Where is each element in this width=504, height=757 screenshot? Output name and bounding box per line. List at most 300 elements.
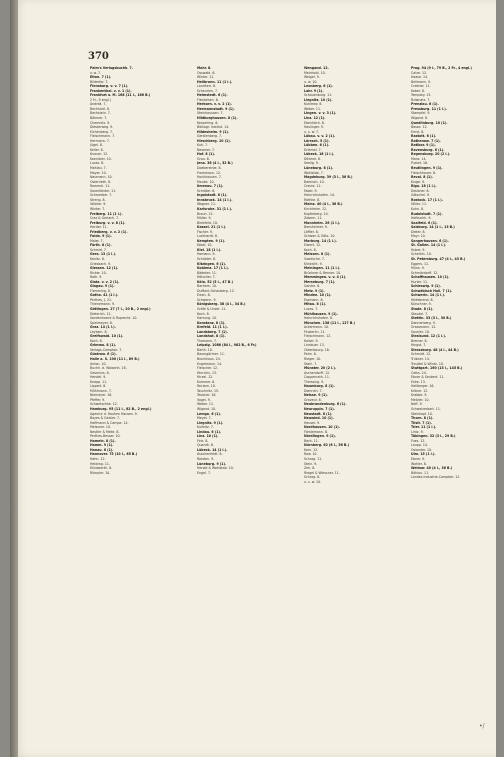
index-entry: Winter. 7. (90, 206, 106, 211)
index-entry: Knauer. 12. (90, 152, 109, 157)
index-entry: Thienemann. 9. (90, 302, 115, 307)
index-entry: Hanau. 8 (1). (90, 447, 114, 452)
index-entry: Graveur. 8. (304, 397, 322, 402)
index-column-3 (304, 66, 403, 754)
index-entry: Kuhlmey. 8. (304, 102, 323, 107)
index-entry: Rathenow. 7 (1). (411, 138, 441, 143)
index-entry: Asschenfeldt. 8. (197, 452, 223, 457)
index-entry: Raw. 10. (304, 452, 318, 457)
index-entry: Streng. 8. (90, 197, 106, 202)
index-entry: Leipzig. 1086 (84 l., 982 B., 6 Fr.) (197, 343, 257, 348)
index-entry: St. Gallen. 14 (1 l.). (411, 243, 447, 248)
index-entry: Klinkicht. 9. (304, 261, 323, 266)
index-entry: Hartung. 10. (197, 316, 218, 321)
index-entry: Mayr. 10. (411, 234, 426, 239)
index-entry: Winter. 11. (197, 75, 215, 80)
index-entry: Schweizerbart. 11. (411, 407, 441, 412)
index-entry: Mayer. 10. (90, 170, 107, 175)
index-entry: DuMont-Schauberg. 12. (197, 288, 235, 293)
index-entry: Elwert. 12. (304, 243, 322, 248)
index-entry: Fink. 8. (197, 438, 209, 443)
index-entry: Kiel. 18 (1 l.). (197, 247, 222, 252)
index-entry: Ebner & Seubert. 11. (411, 375, 445, 380)
index-entry: Teubner. 16. (197, 393, 217, 398)
index-entry: Wagner. 11. (197, 202, 216, 207)
index-column-1 (90, 66, 189, 754)
index-entry: Osterrieth. 8. (90, 179, 112, 184)
index-entry: Liegnitz. 9 (1). (197, 420, 224, 425)
page-number: 370 (88, 51, 109, 62)
index-entry: Schauenburg. 11. (304, 93, 333, 98)
index-entry: Mühlhausen. 9 (1). (304, 311, 338, 316)
index-entry: St. Petersburg. 47 (4 l., 43 B.) (411, 256, 466, 261)
index-entry: Knapp. 11. (90, 379, 108, 384)
index-entry: Kupferberg. 10. (304, 211, 329, 216)
index-entry: Kluge. 9. (411, 179, 426, 184)
index-entry: Dieter. 8. (411, 229, 426, 234)
index-entry: Güstrow. 6 (1). (90, 352, 117, 357)
index-entry: Götschel. 9. (411, 193, 431, 198)
index-entry: Fulda. 9 (1). (90, 234, 112, 239)
index-entry: Heuser. 9. (304, 420, 321, 425)
index-entry: Stein. 9. (304, 461, 318, 466)
index-entry: Gera. 13 (1 l.). (90, 252, 117, 257)
index-entry: Helmstedt. 6 (1). (197, 93, 228, 98)
index-entry: Kösel. 10. (197, 243, 213, 248)
index-entry: Wohler. 8. (411, 461, 427, 466)
index-entry: Stade. 8 (1). (411, 306, 434, 311)
index-entry: Palm. 8. (304, 352, 317, 357)
index-entry: Finsterlin. 11. (304, 329, 326, 334)
index-entry: Schrag. 8. (304, 475, 321, 480)
index-entry: Treuttel & Würtz. 10. (411, 361, 444, 366)
index-entry: u. s. w. 7. (304, 129, 320, 134)
index-entry: Hermann. 7. (90, 138, 110, 143)
index-entry: Nesener. 7. (197, 147, 216, 152)
index-entry: Gesenius. 8. (90, 370, 110, 375)
index-entry: Herder. 11. (90, 225, 108, 230)
index-entry: Hamburg. 95 (11 l., 82 B., 2 engl.) (90, 407, 152, 412)
index-entry: Ebner. 9. (411, 457, 426, 462)
index-entry: Agentur d. Rauhen Hauses. 9. (90, 411, 138, 416)
index-entry: Mitau. 8 (1). (304, 302, 327, 307)
index-entry: Rieger. 10. (304, 357, 322, 361)
index-entry: Hinrichs. 13. (197, 370, 218, 375)
index-entry: Lübeck. 14 (1 l.). (197, 447, 228, 452)
index-entry: Bellmann. 9. (411, 79, 432, 84)
index-entry: Braun. 12. (197, 211, 214, 216)
index-entry: Calve. 12. (411, 70, 428, 75)
index-entry: Schwäbisch Hall. 7 (1). (411, 288, 453, 293)
index-entry: Meyer. 7. (197, 416, 212, 421)
index-entry: Faber. 9. (304, 188, 318, 193)
index-entry: Graz. 14 (1 l.). (90, 325, 116, 330)
index-entry: Ernst. 8. (411, 129, 425, 134)
index-entry: Lintz. 9. (411, 429, 424, 434)
index-entry: Gotha. 41 (1 l.). (90, 293, 119, 298)
index-entry: Münx. 9. (411, 266, 425, 271)
index-entry: Minden. 10 (1). (304, 293, 332, 298)
index-entry: Lucas. 8. (90, 161, 105, 166)
index-entry: Goedsche. 7. (304, 256, 325, 261)
index-entry: Prag. 94 (9 l., 79 B., 2 Fr., 4 engl.) (411, 66, 472, 70)
index-entry: Kassel. 21 (1 l.). (197, 225, 227, 230)
index-entry: Rudolstadt. 7 (1). (411, 211, 443, 216)
index-entry: Glogau. 9 (1). (90, 284, 115, 289)
index-entry: Trier. 11 (1 l.). (411, 425, 437, 430)
index-entry: Garcke. 6. (304, 284, 321, 289)
index-entry: Hoffmann & Campe. 14. (90, 420, 129, 425)
index-entry: Bibliogr. Institut. 14. (197, 125, 230, 130)
index-entry: Lüneburg. 9 (1). (197, 461, 227, 466)
index-entry: Hannover. 75 (10 l., 65 B.) (90, 452, 138, 457)
index-entry: Homann. 9. (197, 252, 216, 257)
index-entry: Boyes & Geisler. 7. (90, 416, 121, 421)
index-entry: Lübben. 6 (1). (304, 143, 330, 148)
index-entry: Hildburghausen. 8 (1). (197, 116, 238, 121)
index-entry: Konstanz. 8 (1). (197, 320, 226, 325)
index-entry: Laupp. 14. (411, 443, 428, 448)
index-entry: Neubrandenburg. 6 (1). (304, 402, 347, 407)
index-entry: Bremer. 8. (411, 338, 428, 343)
index-entry: Meissen. 8 (1). (304, 252, 331, 257)
index-entry: Greifswald. 10 (1). (90, 334, 124, 339)
index-entry: Verlags-Comptoir. 7. (90, 347, 123, 352)
book-spine-shadow (10, 0, 18, 757)
index-entry: Köln. 52 (5 l., 47 B.) (197, 279, 233, 284)
index-entry: Kirchheim. 12. (304, 206, 328, 211)
index-entry: Herborn. v. v. 2 (1). (197, 102, 232, 107)
index-entry: Lindauer. 13. (304, 343, 325, 348)
index-entry: Nürnberg. 62 (6 l., 56 B.) (304, 443, 350, 448)
index-entry: Leykam. 8. (90, 329, 108, 334)
index-entry: Deubner. 8. (411, 188, 430, 193)
index-entry: Beck. 11. (304, 438, 319, 443)
index-column-4 (411, 66, 504, 754)
index-entry: Kulmitz. 7. (197, 425, 214, 430)
index-entry: Kober. 8. (411, 88, 425, 93)
index-entry: Maier. 7. (90, 238, 104, 243)
index-entry: Ulm. 15 (1 l.). (411, 452, 436, 457)
index-entry: Kröner. 12. (411, 388, 429, 393)
index-entry: Glatz. v. v. 2 (1). (90, 279, 120, 284)
index-entry: Spielmeyer. 8. (90, 320, 113, 325)
index-entry: Landes-Industrie-Comptoir. 12. (411, 475, 461, 480)
index-entry: Ravensburg. 6 (1). (411, 147, 445, 152)
index-entry: Grau. 6. (197, 156, 210, 161)
index-entry: Neustadt. 8 (1). (304, 411, 333, 416)
index-entry: Hölscher. 7. (197, 275, 216, 280)
index-entry: Hirzel. 12. (197, 375, 214, 380)
index-entry: Koch. 8. (90, 338, 103, 343)
index-entry: Haslinger. 9. (304, 125, 324, 130)
index-entry: Diesterweg. 9. (90, 125, 114, 130)
index-entry: Weber. 11. (197, 402, 214, 407)
index-entry: Schaffhausen. 10 (1). (411, 275, 450, 280)
index-entry: Niemeyer. 16. (90, 393, 113, 398)
book-page (10, 0, 496, 757)
index-entry: Doebereiner. 8. (197, 166, 222, 171)
index-entry: Haase. 14. (411, 75, 429, 80)
index-entry: Rziwnatz. 7. (411, 97, 431, 102)
index-entry: Creutz. 11. (304, 184, 322, 189)
index-entry: Schwan & Götz. 10. (304, 234, 336, 239)
index-entry: Luckhardt. 8. (197, 234, 218, 239)
index-entry: Saunier. 10. (411, 329, 430, 334)
index-entry: Mauke. 10. (197, 179, 215, 184)
index-entry: Mohr. 8. (197, 66, 212, 70)
index-entry: Aschendorff. 12. (304, 370, 331, 375)
index-entry: Baensch. 10. (304, 179, 325, 184)
index-entry: Craz & Gerlach. 7. (90, 216, 120, 221)
index-entry: Lübeck. 16 (1 l.). (304, 152, 335, 157)
index-entry: Trübner. 14. (411, 357, 430, 361)
index-entry: Salzburg. 14 (1 l., 13 B.) (411, 225, 455, 230)
index-entry: Engelmann. 14. (197, 361, 223, 366)
index-entry: Pustet. 16. (411, 161, 429, 166)
index-entry: Naumburg. 8 (1). (304, 384, 335, 389)
index-entry: Nordhausen. 10 (1). (304, 425, 340, 430)
index-entry: Frankfurt a. M. 168 (11 l., 166 B.) (90, 93, 151, 98)
index-entry: Zabern. 11. (304, 216, 323, 221)
index-entry: Quedlinburg. 10 (1). (411, 120, 448, 125)
index-entry: Stiller. 11. (411, 202, 427, 207)
index-entry: Landsberg. 7 (1). (197, 329, 228, 334)
index-entry: Meissner. 10. (90, 425, 112, 430)
index-entry: Stuttgart. 160 (15 l., 145 B.) (411, 366, 463, 371)
index-entry: Andreä. 7. (90, 102, 107, 107)
index-entry: Innsbruck. 14 (1 l.). (197, 197, 233, 202)
index-entry: Karlsruhe. 31 (1 l.). (197, 206, 233, 211)
index-entry: Schrag. 11. (304, 457, 323, 462)
index-entry: v. w. 7. (90, 70, 101, 75)
index-entry: Merseburg. 7 (1). (304, 279, 336, 284)
index-entry: Essmann. 8. (304, 297, 324, 302)
index-entry: Böhmer. 7. (90, 116, 108, 121)
index-entry: Hameln. 8 (1). (90, 438, 116, 443)
index-entry: Linz. 10 (1). (197, 434, 219, 439)
index-entry: Weigel. 9. (304, 75, 320, 80)
index-entry: Grassmann. 12. (411, 325, 437, 330)
index-entry: Hildebrand. 8. (411, 297, 434, 302)
index-entry: Kitzingen. 6 (1). (197, 261, 227, 266)
margin-mark: •/ (479, 723, 485, 730)
index-entry: 2 Fr., 9 engl.) (90, 97, 111, 102)
index-entry: Linz. 12 (1). (304, 116, 326, 121)
index-entry: Scheurlen. 7. (197, 88, 219, 93)
index-entry: Weimar. 40 (4 l., 36 B.) (411, 466, 453, 471)
index-entry: Klindworth. 8. (90, 466, 113, 471)
index-entry: Heilbronn. 11 (1 l.). (197, 79, 233, 84)
index-entry: Bädeker. 11. (197, 270, 217, 275)
index-entry: Reval. 8 (1). (411, 175, 433, 180)
index-entry: Dieterich. 12. (90, 311, 112, 316)
index-entry: Fürth. 8 (1). (90, 243, 112, 248)
index-entry: Saalfeld. 6 (1). (411, 220, 438, 225)
index-entry: Neff. 9. (411, 402, 423, 407)
index-entry: Perthes-Besser. 10. (90, 434, 121, 439)
index-entry: Fleischmann. 12. (304, 334, 332, 339)
index-entry: Völcker. 9. (90, 202, 107, 207)
index-entry: Bielefeld. 10. (197, 220, 218, 225)
index-entry: Griesbach. 9. (90, 261, 112, 266)
index-entry: Wahlstab. 7. (304, 170, 324, 175)
index-column-2 (197, 66, 296, 754)
index-entry: Hildesheim. 9 (1). (197, 129, 230, 134)
index-entry: Freiberg. 11 (1 l.). (90, 211, 123, 216)
index-entry: Fischer. 9. (197, 229, 213, 234)
index-entry: Eisen. 8. (197, 293, 211, 298)
index-entry: Basse. 12. (411, 125, 428, 130)
index-entry: Keller. 8. (90, 147, 104, 152)
index-entry: Ebenhöch. 8. (304, 120, 325, 125)
index-entry: Memmingen. v. v. 4 (1). (304, 275, 347, 280)
index-entry: Mahlau. 7. (90, 166, 107, 171)
index-entry: Fleischer. 12. (197, 366, 219, 371)
index-entry: Neuruppin. 7 (1). (304, 407, 335, 412)
index-entry: Ricker. 10. (90, 270, 107, 275)
index-entry: Ackermann. 10. (304, 325, 330, 330)
index-entry: Lindau. 6 (1). (197, 429, 222, 434)
index-entry: Kuhn. 8. (411, 206, 425, 211)
index-entry: Lahr. 9 (1). (304, 88, 324, 93)
index-entry: Hof. 8 (1). (197, 152, 216, 157)
index-entry: Perthes, J. 21. (90, 297, 113, 302)
index-entry: Tempsky. 13. (411, 93, 432, 98)
index-entry: Bensheimer. 9. (304, 225, 328, 230)
index-entry: Hurter. 11. (411, 279, 429, 284)
index-entry: Jügel. 8. (90, 143, 103, 148)
index-entry: Lippert. 8. (90, 384, 107, 389)
index-entry: Thomann. 7. (197, 338, 218, 343)
index-entry: Löffler. 8. (304, 229, 319, 234)
index-entry: Credner. 11. (411, 84, 431, 89)
index-entry: Schwetschke. 12. (90, 402, 118, 407)
index-entry: Riegel & Wiessner. 11. (304, 470, 340, 475)
index-entry: Lucas. 7. (304, 306, 319, 311)
index-entry: Stettin. 33 (3 l., 30 B.) (411, 316, 452, 321)
index-entry: Rümpler. 10. (90, 470, 111, 475)
index-entry: Buchh. d. Waisenh. 18. (90, 366, 127, 371)
index-entry: Krefeld. 11 (1 l.). (197, 325, 228, 330)
index-entry: Liegnitz. 10 (1). (304, 97, 333, 102)
index-entry: Dannenberg. 9. (411, 320, 436, 325)
index-entry: Königsberg. 38 (4 l., 34 B.) (197, 302, 246, 307)
index-entry: Vandenhoeck & Ruprecht. 10. (90, 316, 138, 321)
index-entry: Korn. 12. (304, 447, 319, 452)
index-entry: Schröter. 6. (197, 188, 216, 193)
index-entry: Weber. 11. (304, 106, 321, 111)
index-entry: Fues. 12. (411, 438, 426, 443)
index-entry: Pressburg. 11 (1 l.). (411, 106, 447, 111)
index-entry: Hingst. 7. (411, 343, 427, 348)
index-entry: Meinhold. 10. (304, 70, 326, 75)
index-entry: Hofbuchh. 9. (411, 216, 432, 221)
index-entry: Rastatt. 6 (1). (411, 134, 437, 139)
index-entry: Herold & Wahlstab. 10. (197, 466, 234, 471)
index-entry: Giessen. 12 (1). (90, 266, 119, 271)
index-entry: Neisse. 9 (1). (304, 393, 328, 398)
index-entry: Heinrichshofen. 14. (304, 193, 336, 198)
index-entry: Magdeburg. 39 (3 l., 36 B.) (304, 175, 353, 180)
index-entry: Roth. 9. (90, 275, 103, 280)
index-entry: Osiander. 10. (411, 447, 433, 452)
index-entry: Kummer. 8. (197, 379, 216, 384)
index-entry: München. 138 (11 l., 127 B.) (304, 320, 355, 325)
index-entry: Leonberg. 6 (1). (304, 84, 333, 89)
index-entry: Prenzlau. 6 (1). (411, 102, 439, 107)
index-entry: Brückner & Renner. 10. (304, 270, 342, 275)
index-entry: Freiburg. v. v. 8 (1). (90, 220, 126, 225)
index-entry: Bechhold. 8. (90, 106, 110, 111)
index-entry: Lemgo. 6 (1). (197, 411, 222, 416)
index-entry: Schmidt. 12. (411, 352, 432, 357)
index-entry: Cotta. 24. (411, 370, 427, 375)
index-entry: Seelig. 9. (304, 161, 319, 166)
index-entry: Wigand. 10. (197, 407, 217, 412)
index-entry: Riga. 18 (1 l.). (411, 184, 437, 189)
index-entry: Steudel. 7. (411, 311, 429, 316)
index-entry: Palm's Verlagsbuchh. 7. (90, 66, 133, 70)
index-entry: Ilmenau. 7 (1). (197, 184, 224, 189)
index-entry: Marburg. 14 (1 l.). (304, 238, 337, 243)
index-entry: Landshut. 8 (1). (197, 334, 226, 339)
index-entry: Huber. 9. (411, 247, 426, 252)
index-entry: Steinhaussen. 7. (197, 111, 224, 116)
index-entry: Koblenz. 17 (1 l.). (197, 266, 229, 271)
index-entry: Wigand. 8. (411, 116, 429, 121)
index-entry: Steinkopf. 10. (411, 411, 433, 416)
index-entry: Mainz. 40 (4 l., 36 B.) (304, 202, 343, 207)
index-entry: Rostock. 17 (1 l.). (411, 197, 443, 202)
index-entry: Nestler & Melle. 8. (90, 429, 120, 434)
index-entry: Frommann. 12. (197, 170, 222, 175)
index-entry: Domrich. 7. (304, 388, 323, 393)
index-entry: Hermannstadt. 9 (1). (197, 106, 235, 111)
index-entry: Löbau. v. v. 2 (1). (304, 134, 336, 139)
index-entry: Vogel. 9. (197, 397, 211, 402)
index-entry: Grimma. 8 (1). (90, 343, 117, 348)
index-entry: Gerstenberg. 7. (197, 134, 222, 139)
index-entry: Stampfel. 9. (411, 111, 431, 116)
index-entry: Tauchnitz. 15. (197, 388, 220, 393)
index-entry: Meiningen. 11 (1 l.). (304, 266, 341, 271)
index-entry: Stralsund. 12 (1 l.). (411, 334, 447, 339)
index-entry: Schröder. 8. (197, 256, 217, 261)
index-entry: Sauerländer. 11. (90, 188, 117, 193)
index-entry: Kempten. 9 (1). (197, 238, 226, 243)
index-entry: Kaiser. 9. (304, 338, 319, 343)
index-entry: Engel. 7. (197, 470, 211, 475)
index-entry: Jena. 36 (4 l., 32 B.) (197, 161, 233, 166)
index-entry: Coppenrath. 11. (304, 375, 330, 380)
index-entry: Ingolstadt. 6 (1). (197, 193, 228, 198)
index-entry: Landherr. 8. (197, 84, 217, 89)
index-entry: Naumann. 10. (90, 175, 113, 180)
index-entry: Schleswig. 9 (1). (411, 284, 441, 289)
index-entry: Flemming. 8. (90, 288, 111, 293)
index-entry: Heinrichshofen. 8. (304, 316, 334, 321)
index-entry: Driemel. 7. (304, 147, 322, 152)
index-entry: Elton. 7 (1). (90, 75, 112, 80)
index-entry: Hallberger. 16. (411, 384, 435, 389)
index-entry: Metz. 9 (1). (304, 288, 325, 293)
index-entry: Hirschberg. 10 (1). (197, 138, 231, 143)
index-entry: Böhlau. 11. (411, 470, 430, 475)
index-entry: Helwing. 11. (90, 461, 110, 466)
index-entry: Regensburg. 20 (2 l.). (411, 152, 451, 157)
index-entry: Schmid. 7. (90, 247, 107, 252)
